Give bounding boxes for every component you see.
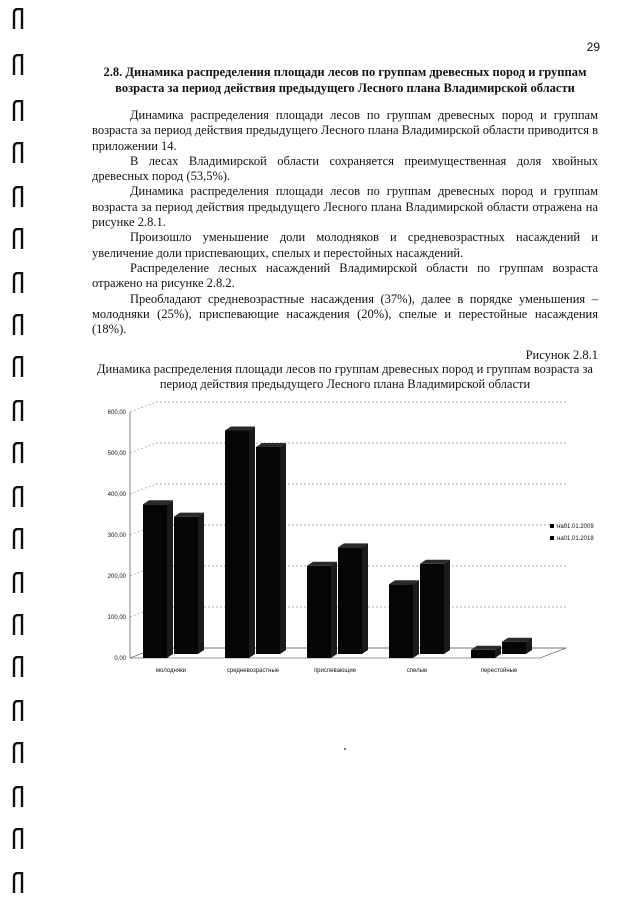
- legend-swatch: [550, 524, 554, 528]
- punch-hole: [12, 828, 24, 850]
- bar-side: [331, 562, 337, 658]
- bar-chart: [82, 400, 602, 690]
- x-tick-label: приспевающие: [313, 668, 357, 674]
- y-tick-label: 300,00: [107, 533, 126, 539]
- punch-hole: [12, 442, 24, 464]
- y-tick-label: 400,00: [107, 492, 126, 498]
- punch-hole: [12, 356, 24, 378]
- body-text: [92, 108, 598, 337]
- punch-hole: [12, 872, 24, 894]
- section-title: 2.8. Динамика распределения площади лесов по группам древесных пород и группам возраста за период действия предыдущего Лесного плана Владимирской области: [103, 65, 587, 95]
- bar: [143, 504, 167, 658]
- gridline-side: [130, 443, 156, 453]
- punch-hole: [12, 486, 24, 508]
- punch-hole: [12, 572, 24, 594]
- paragraph: В лесах Владимирской области сохраняется преимущественная доля хвойных древесных пород (53,5%).: [92, 153, 598, 184]
- punch-hole: [12, 786, 24, 808]
- punch-hole: [12, 142, 24, 164]
- gridline-side: [130, 402, 156, 412]
- punch-hole: [12, 272, 24, 294]
- page-number: 29: [586, 40, 600, 54]
- punch-hole: [12, 742, 24, 764]
- paragraph: Произошло уменьшение доли молодняков и средневозрастных насаждений и увеличение доли приспевающих, спелых и перестойных насаждений.: [92, 230, 598, 260]
- punch-hole: [12, 656, 24, 678]
- punch-hole: [12, 314, 24, 336]
- bar-side: [198, 513, 204, 654]
- punch-hole: [12, 186, 24, 208]
- x-tick-label: молодняки: [155, 668, 187, 674]
- bar: [307, 566, 331, 658]
- x-tick-label: перестойные: [480, 668, 518, 674]
- paragraph: Динамика распределения площади лесов по группам древесных пород и группам возраста за период действия предыдущего Лесного плана Владимирской области отражена на рисунке 2.8.1.: [92, 184, 598, 230]
- figure-label: Рисунок 2.8.1: [525, 348, 598, 362]
- x-tick-label: средневозрастные: [226, 668, 280, 674]
- bar: [389, 584, 413, 658]
- bar-side: [444, 560, 450, 654]
- y-tick-label: 600,00: [107, 410, 126, 416]
- bar: [502, 642, 526, 654]
- punch-hole: [12, 100, 24, 122]
- punch-hole: [12, 228, 24, 250]
- bar: [338, 547, 362, 654]
- bar: [471, 650, 495, 658]
- bar: [256, 447, 280, 654]
- bar: [420, 564, 444, 654]
- bar: [174, 517, 198, 654]
- punch-hole: [12, 400, 24, 422]
- bar-side: [362, 543, 368, 654]
- legend-label: на01.01.2018: [557, 536, 594, 542]
- gridline-side: [130, 484, 156, 494]
- punch-hole: [12, 700, 24, 722]
- y-tick-label: 200,00: [107, 574, 126, 580]
- legend-swatch: [550, 536, 554, 540]
- bar-side: [249, 426, 255, 658]
- x-tick-label: спелые: [406, 668, 428, 674]
- bar: [225, 430, 249, 658]
- y-tick-label: 100,00: [107, 615, 126, 621]
- bar-side: [280, 443, 286, 654]
- punch-hole: [12, 614, 24, 636]
- bar-side: [167, 500, 173, 658]
- punch-hole: [12, 8, 24, 30]
- y-tick-label: 0,00: [114, 656, 126, 662]
- paragraph: Распределение лесных насаждений Владимирской области по группам возраста отражено на рисунке 2.8.2.: [92, 260, 598, 291]
- figure-caption: Динамика распределения площади лесов по группам древесных пород и группам возраста за период действия предыдущего Лесного плана Владимирской области: [97, 362, 593, 392]
- punch-hole: [12, 528, 24, 550]
- paragraph: Динамика распределения площади лесов по группам древесных пород и группам возраста за период действия предыдущего Лесного плана Владимирской области приводится в приложении 14.: [92, 108, 599, 153]
- bar-side: [413, 580, 419, 658]
- paragraph: Преобладают средневозрастные насаждения (37%), далее в порядке уменьшения – молодняки (25%), приспевающие насаждения (20%), спелые и перестойные насаждения (18%).: [92, 291, 598, 337]
- y-tick-label: 500,00: [107, 451, 126, 457]
- punch-hole: [12, 54, 24, 76]
- legend-label: на01.01.2009: [557, 524, 594, 530]
- scan-speck: [344, 748, 346, 750]
